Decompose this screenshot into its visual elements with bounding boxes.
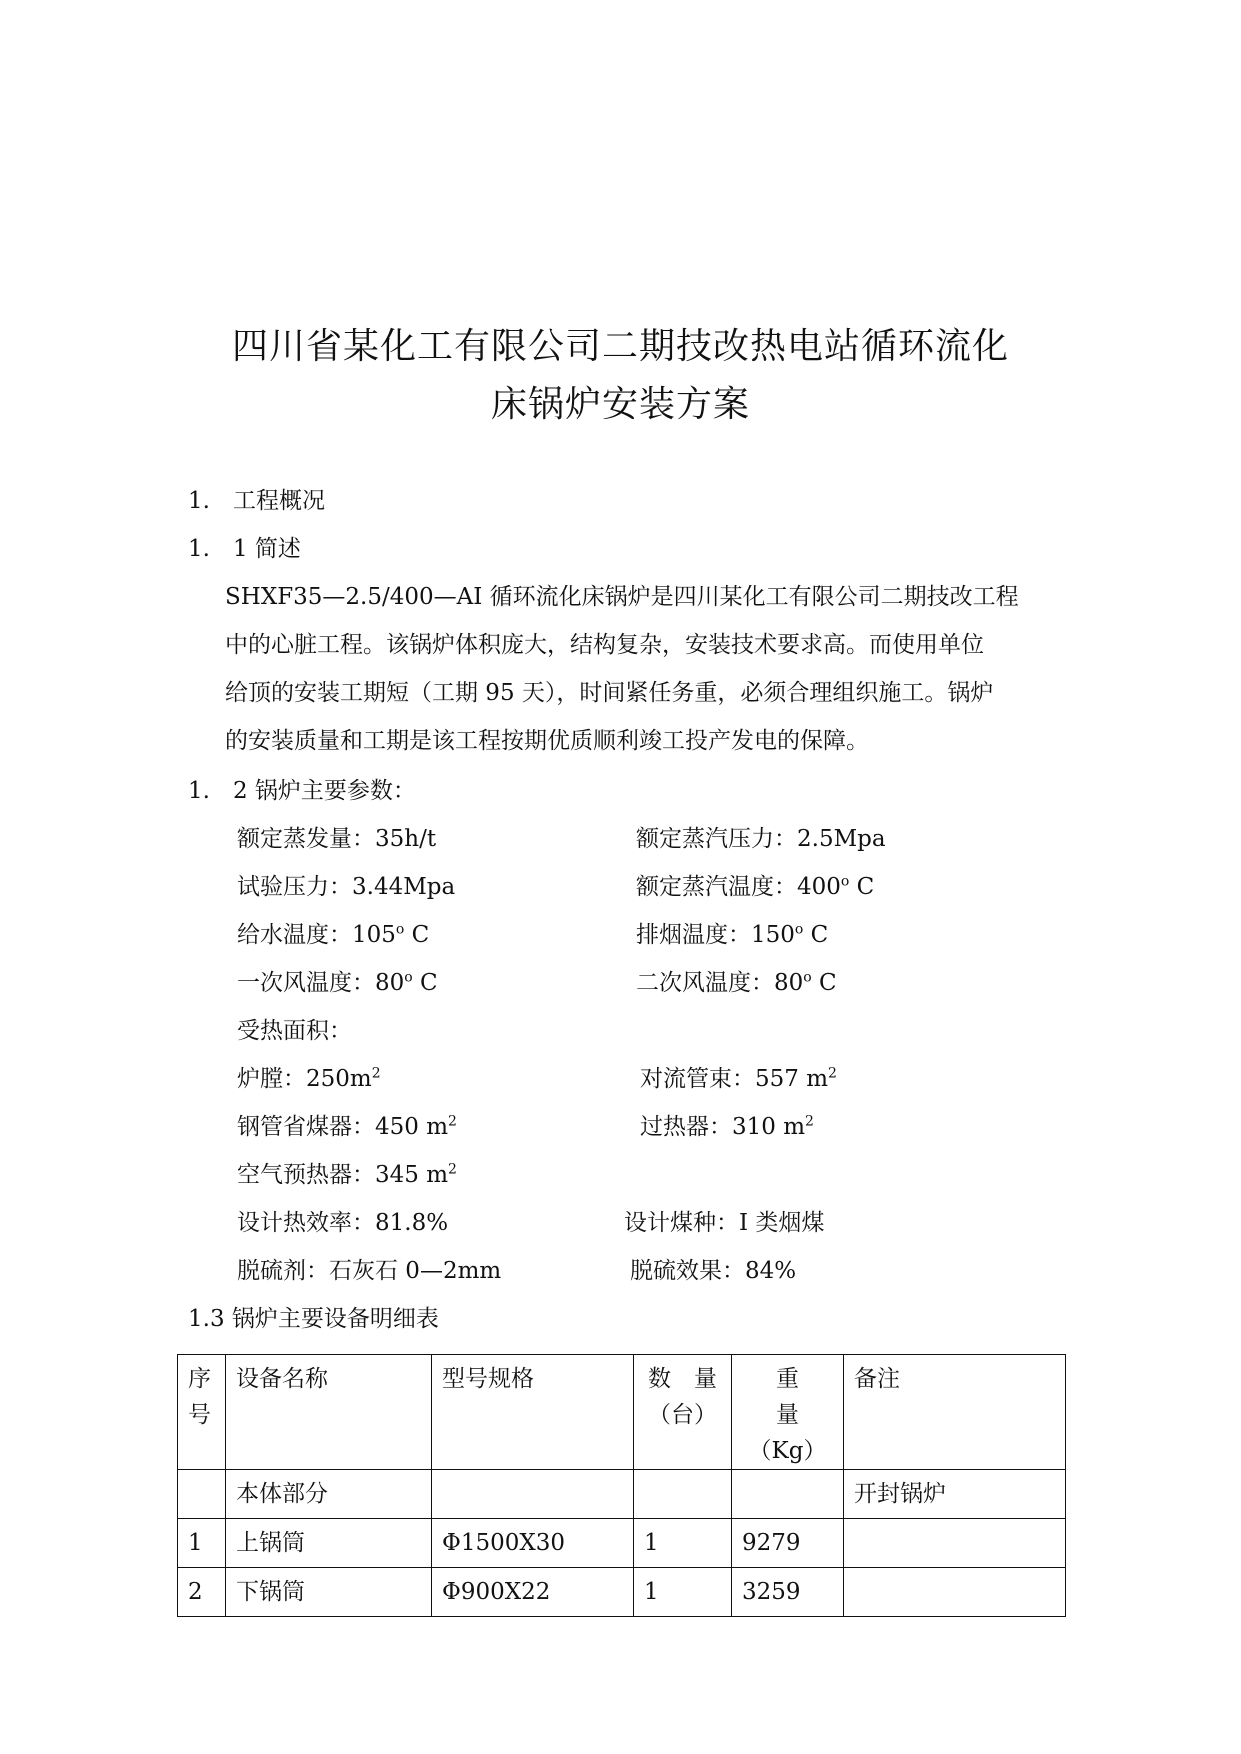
param-convection-area: 对流管束：557 $m^2$: [640, 1065, 837, 1092]
cell-remark: [844, 1519, 1066, 1568]
param-economizer-area: 钢管省煤器：450 $m^2$: [237, 1113, 457, 1140]
param-primary-air-temperature: 一次风温度：80$^o$ C: [237, 969, 438, 996]
paragraph-line: 给顶的安装工期短（工期 95 天），时间紧任务重，必须合理组织施工。锅炉: [225, 680, 994, 706]
paragraph-line: SHXF35—2.5/400—AI 循环流化床锅炉是四川某化工有限公司二期技改工程: [225, 584, 1019, 610]
cell-qty: [634, 1470, 732, 1519]
param-superheater-area: 过热器：310 $m^2$: [640, 1113, 814, 1140]
param-design-efficiency: 设计热效率：81.8%: [237, 1210, 449, 1236]
param-test-pressure: 试验压力：3.44Mpa: [237, 874, 456, 900]
cell-remark: 开封锅炉: [844, 1470, 1066, 1519]
cell-model: Φ1500X30: [432, 1519, 634, 1568]
equipment-table: [177, 1354, 1066, 1617]
header-qty: 数 量 （台）: [634, 1355, 732, 1470]
section-1-1-paragraph: [225, 573, 1055, 765]
table-row: [178, 1519, 1066, 1568]
section-1-heading: 1. 工程概况: [188, 488, 325, 514]
param-air-preheater-area: 空气预热器：345 $m^2$: [237, 1161, 457, 1188]
table-row: [178, 1568, 1066, 1617]
cell-weight: [732, 1470, 844, 1519]
param-rated-evaporation: 额定蒸发量：35h/t: [237, 826, 437, 852]
param-coal-type: 设计煤种：I 类烟煤: [624, 1210, 825, 1236]
param-heating-area-label: 受热面积：: [237, 1018, 352, 1044]
cell-seq: 2: [178, 1568, 226, 1617]
table-row: [178, 1470, 1066, 1519]
cell-name: 下锅筒: [226, 1568, 432, 1617]
param-secondary-air-temperature: 二次风温度：80$^o$ C: [636, 969, 837, 996]
param-furnace-area: 炉膛：$250m^2$: [237, 1065, 381, 1092]
param-desulfurizer: 脱硫剂：石灰石 0—2mm: [237, 1258, 502, 1284]
cell-seq: [178, 1470, 226, 1519]
paragraph-line: 的安装质量和工期是该工程按期优质顺利竣工投产发电的保障。: [225, 728, 869, 754]
param-rated-pressure: 额定蒸汽压力：2.5Mpa: [636, 826, 886, 852]
header-seq: 序 号: [178, 1355, 226, 1470]
document-title-line-2: 床锅炉安装方案: [490, 384, 750, 425]
header-name: 设备名称: [226, 1355, 432, 1470]
cell-weight: 3259: [732, 1568, 844, 1617]
cell-model: Φ900X22: [432, 1568, 634, 1617]
cell-name: 上锅筒: [226, 1519, 432, 1568]
cell-qty: 1: [634, 1519, 732, 1568]
cell-qty: 1: [634, 1568, 732, 1617]
param-rated-temperature: 额定蒸汽温度：400$^o$ C: [636, 873, 875, 900]
document-title-line-1: 四川省某化工有限公司二期技改热电站循环流化: [231, 326, 1009, 367]
cell-model: [432, 1470, 634, 1519]
paragraph-line: 中的心脏工程。该锅炉体积庞大，结构复杂，安装技术要求高。而使用单位: [225, 632, 984, 658]
header-model: 型号规格: [432, 1355, 634, 1470]
section-1-3-heading: 1.3 锅炉主要设备明细表: [188, 1306, 439, 1332]
section-1-1-heading: 1. 1 简述: [188, 536, 301, 562]
cell-remark: [844, 1568, 1066, 1617]
section-1-2-heading: 1. 2 锅炉主要参数：: [188, 778, 416, 804]
param-feedwater-temperature: 给水温度：105$^o$ C: [237, 921, 430, 948]
cell-name: 本体部分: [226, 1470, 432, 1519]
cell-weight: 9279: [732, 1519, 844, 1568]
table-header-row: [178, 1355, 1066, 1470]
param-desulfurization-effect: 脱硫效果：84%: [630, 1258, 797, 1284]
header-weight: 重 量 （Kg）: [732, 1355, 844, 1470]
param-exhaust-temperature: 排烟温度：150$^o$ C: [636, 921, 829, 948]
header-remark: 备注: [844, 1355, 1066, 1470]
cell-seq: 1: [178, 1519, 226, 1568]
